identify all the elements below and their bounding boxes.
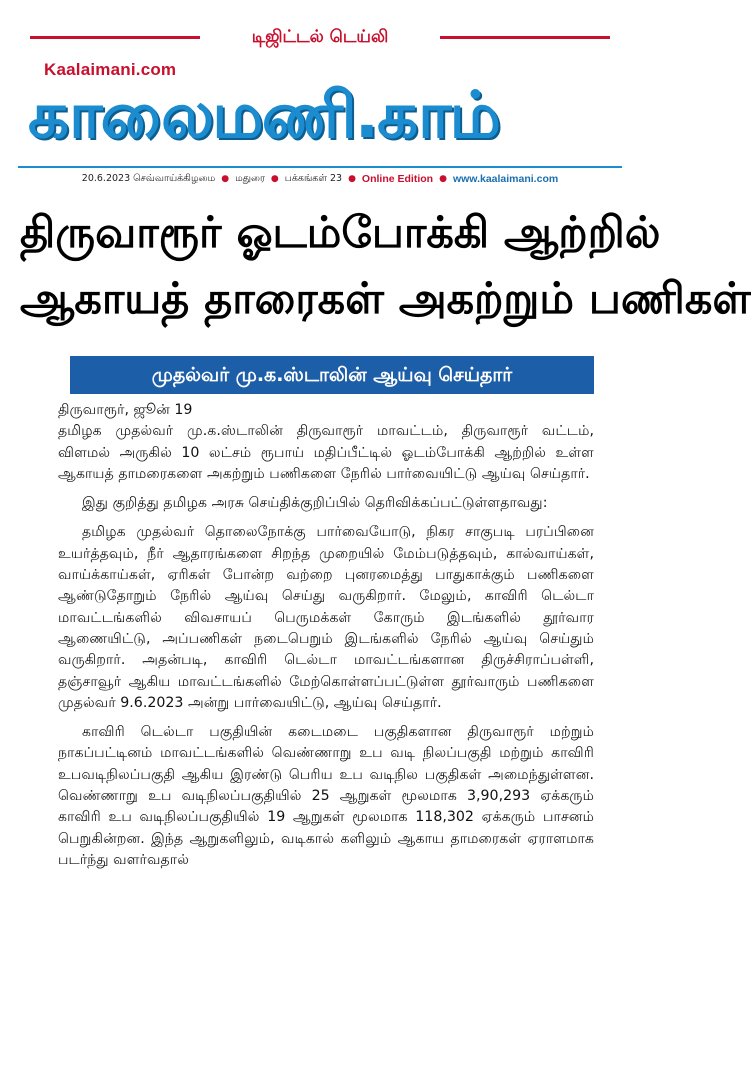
bullet-icon: ● (348, 174, 356, 184)
article-paragraph: தமிழக முதல்வர் தொலைநோக்கு பார்வையோடு, நிகர சாகுபடி பரப்பினை உயர்த்தவும், நீர் ஆதாரங்களை சிறந்த முறையில் மேம்படுத்தவும், கால்வாய்கள், வாய்க்காய்கள், ஏரிகள் போன்ற வற்றை புனரமைத்து பாதுகாக்கும் பணிகளை ஆண்டுதோறும் நேரில் ஆய்வு செய்து வருகிறார். மேலும், காவிரி டெல்டா மாவட்டங்களில் விவசாயப் பெருமக்கள் கோரும் இடங்களில் தூர்வார ஆணையிட்டு, அப்பணிகள் நடைபெறும் இடங்களில் நேரில் ஆய்வு செய்தும் வருகிறார். அதன்படி, காவிரி டெல்டா மாவட்டங்களான திருச்சிராப்பள்ளி, தஞ்சாவூர் ஆகிய மாவட்டங்களில் மேற்கொள்ளப்பட்டுள்ள தூர்வாரும் பணிகளை முதல்வர் 9.6.2023 அன்று பார்வையிட்டு, ஆய்வு செய்தார். (58, 524, 594, 711)
website-link[interactable]: www.kaalaimani.com (452, 173, 559, 185)
masthead-tagline-row (30, 26, 610, 48)
edition-info-bar (18, 166, 622, 190)
headline-line-2: ஆகாயத் தாரைகள் அகற்றும் பணிகள் (20, 274, 751, 324)
newspaper-logo: காலைமணி.காம் (28, 79, 499, 153)
bullet-icon: ● (221, 174, 230, 184)
article-paragraph: தமிழக முதல்வர் மு.க.ஸ்டாலின் திருவாரூர் மாவட்டம், திருவாரூர் வட்டம், விளமல் அருகில் 10 லட்சம் ரூபாய் மதிப்பீட்டில் ஓடம்போக்கி ஆற்றில் உள்ள ஆகாயத் தாமரைகளை அகற்றும் பணிகளை நேரில் பார்வையிட்டு ஆய்வு செய்தார். (58, 423, 594, 482)
article-paragraph: இது குறித்து தமிழக அரசு செய்திக்குறிப்பில் தெரிவிக்கப்பட்டுள்ளதாவது: (82, 495, 548, 512)
article-paragraph: காவிரி டெல்டா பகுதியின் கடைமடை பகுதிகளான திருவாரூர் மற்றும் நாகப்பட்டினம் மாவட்டங்களில் வெண்ணாறு உப வடி நிலப்பகுதி மற்றும் காவிரி உபவடிநிலப்பகுதி ஆகிய இரண்டு பெரிய உப வடிநில பகுதிகள் அமைந்துள்ளன. வெண்ணாறு உப வடிநிலப்பகுதியில் 25 ஆறுகள் மூலமாக 3,90,293 ஏக்கரும் காவிரி உப வடிநிலப்பகுதியில் 19 ஆறுகள் மூலமாக 118,302 ஏக்கரும் பாசனம் பெறுகின்றன. இந்த ஆறுகளிலும், வடிகால் களிலும் ஆகாய தாமரைகள் ஏராளமாக படர்ந்து வளர்வதால் (58, 724, 594, 868)
edition-label: Online Edition (361, 173, 434, 185)
bullet-icon: ● (439, 174, 447, 184)
masthead-tagline: டிஜிட்டல் டெய்லி (251, 27, 389, 47)
edition-pages: பக்கங்கள் 23 (284, 173, 343, 184)
edition-date: 20.6.2023 செவ்வாய்க்கிழமை (81, 173, 216, 184)
headline-line-1: திருவாரூர் ஓடம்போக்கி ஆற்றில் (20, 208, 661, 258)
article-body (58, 400, 594, 879)
article-dateline: திருவாரூர், ஜூன் 19 (58, 402, 193, 418)
article-subheading: முதல்வர் மு.க.ஸ்டாலின் ஆய்வு செய்தார் (70, 356, 594, 394)
article-headline (20, 200, 751, 332)
site-name-small: Kaalaimani.com (44, 60, 177, 79)
masthead (0, 0, 640, 190)
bullet-icon: ● (270, 174, 279, 184)
edition-city: மதுரை (235, 173, 265, 184)
